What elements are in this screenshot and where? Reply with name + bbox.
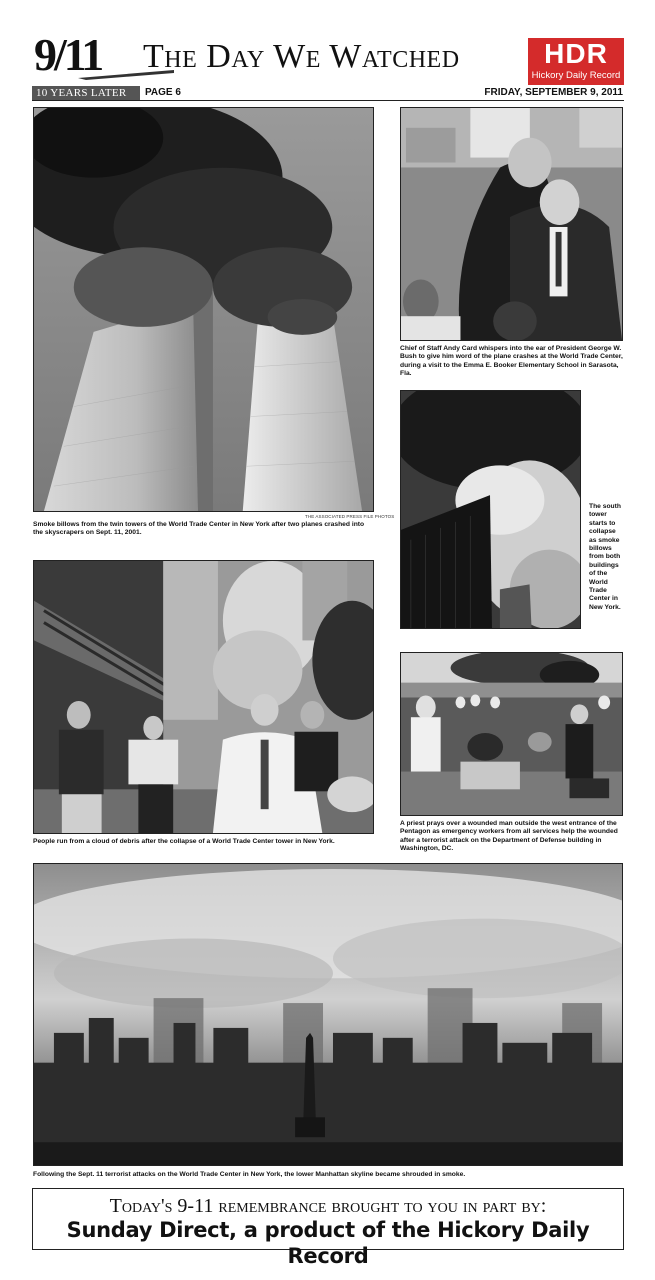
logo-text: 9/11: [34, 29, 102, 80]
tower-collapse-photo: [400, 390, 581, 629]
header-rule: [32, 100, 624, 101]
twin-towers-photo: [33, 107, 374, 512]
hdr-logo-subtitle: Hickory Daily Record: [531, 70, 621, 81]
bush-caption: Chief of Staff Andy Card whispers into the ear of President George W. Bush to give him word of the plane crashes at the World Trade Center, during a visit to the Emma E. Booker Elementary School in Sarasota, Fla.: [400, 345, 623, 378]
runners-caption: People run from a cloud of debris after the collapse of a World Trade Center tower in New York.: [33, 838, 335, 845]
towers-caption: Smoke billows from the twin towers of the World Trade Center in New York after two planes crashed into the skyscrapers on Sept. 11, 2001.: [33, 521, 365, 537]
skyline-caption: Following the Sept. 11 terrorist attacks on the World Trade Center in New York, the lower Manhattan skyline became shrouded in smoke.: [33, 1171, 466, 1178]
sponsor-intro: Today's 9-11 remembrance brought to you in part by:: [109, 1195, 547, 1217]
hdr-masthead-logo: [528, 38, 624, 85]
pentagon-priest-photo: [400, 652, 623, 816]
issue-date: FRIDAY, SEPTEMBER 9, 2011: [484, 87, 623, 98]
bush-classroom-photo: [400, 107, 623, 341]
pentagon-caption: A priest prays over a wounded man outside the west entrance of the Pentagon as emergency workers from all services help the wounded after a terrorist attack on the Department of Defense building in Washington, DC.: [400, 820, 618, 853]
hdr-logo-text: HDR: [544, 38, 608, 69]
people-running-photo: [33, 560, 374, 834]
towers-photo-credit: THE ASSOCIATED PRESS FILE PHOTOS: [305, 514, 395, 519]
nine-eleven-logo: [34, 29, 138, 90]
page-headline: The Day We Watched: [143, 38, 460, 75]
manhattan-skyline-photo: [33, 863, 623, 1166]
sponsor-banner: [32, 1188, 624, 1268]
years-later-label: 10 YEARS LATER: [32, 86, 140, 100]
collapse-caption: The south tower starts to collapse as smoke billows from both buildings of the World Trade Center in New York.: [589, 503, 621, 611]
sponsor-name: Sunday Direct, a product of the Hickory Daily Record: [66, 1218, 590, 1268]
page-number: PAGE 6: [145, 87, 181, 98]
